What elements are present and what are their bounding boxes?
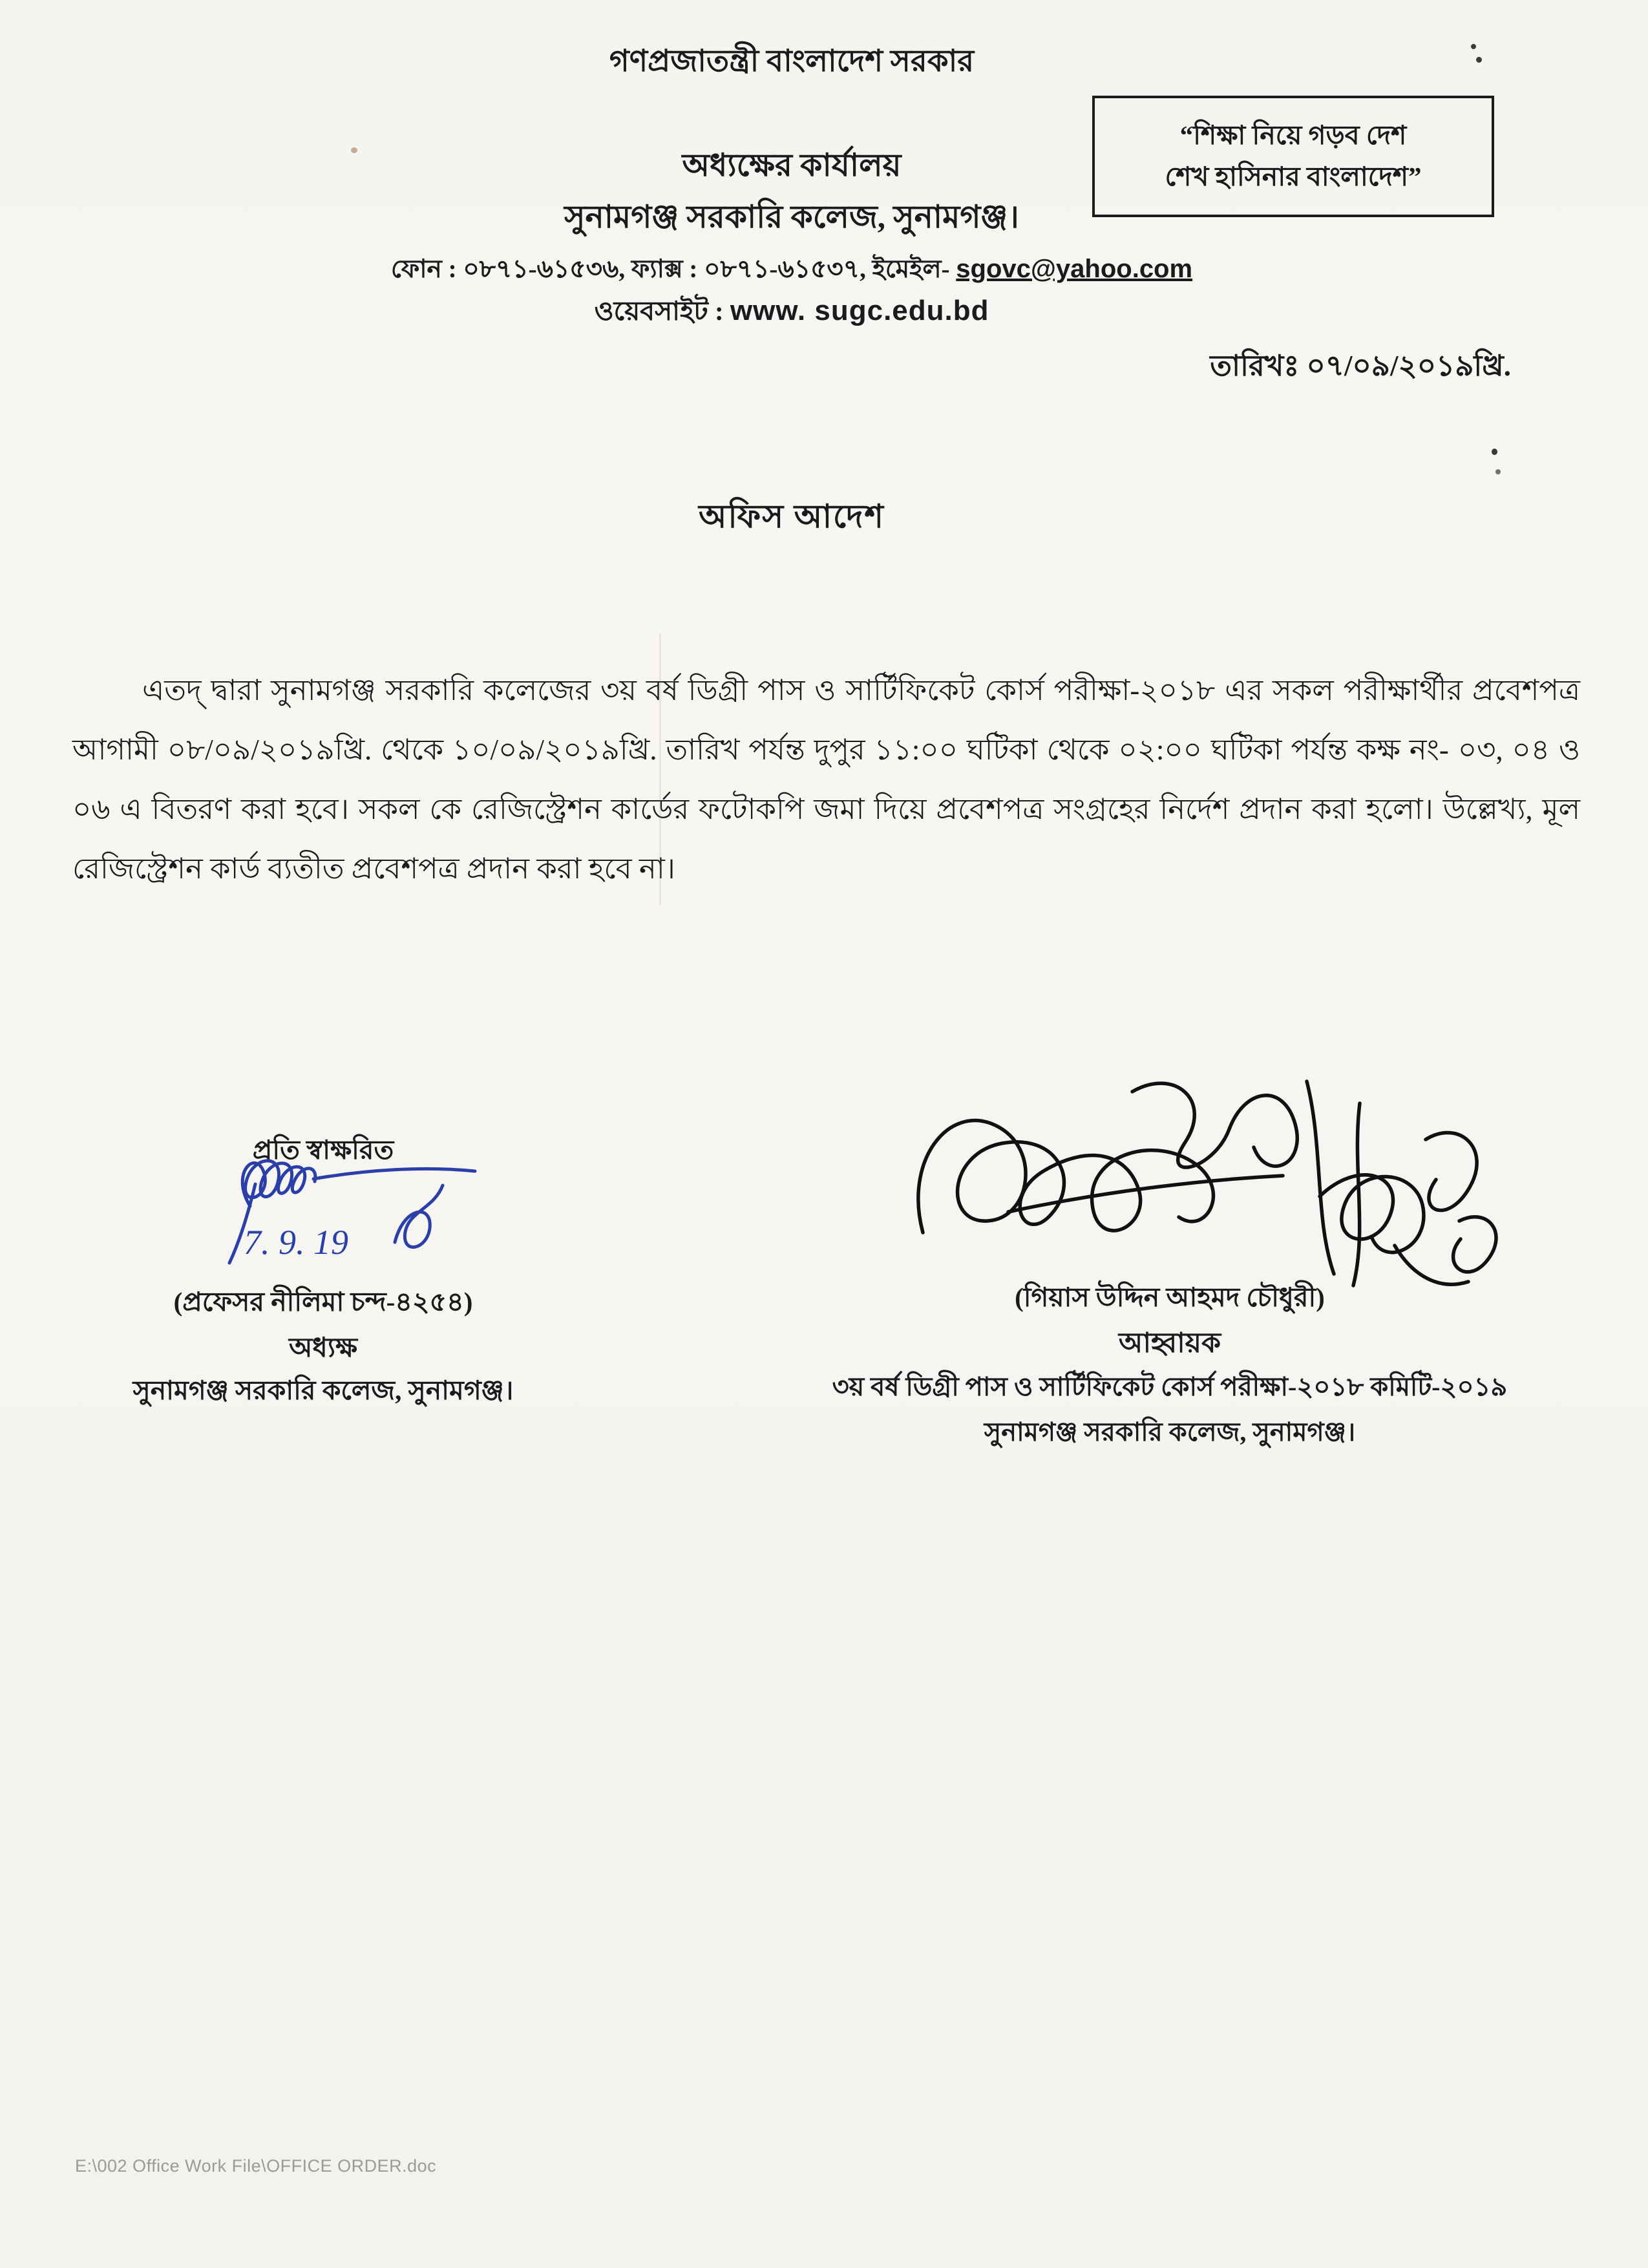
scan-crease bbox=[659, 633, 661, 905]
date-line: তারিখঃ ০৭/০৯/২০১৯খ্রি. bbox=[1210, 350, 1511, 382]
header-college-line: সুনামগঞ্জ সরকারি কলেজ, সুনামগঞ্জ। bbox=[564, 199, 1019, 235]
signatory-designation: আহ্বায়ক bbox=[1118, 1328, 1221, 1359]
convener-signature-ink bbox=[905, 1063, 1519, 1312]
phone-fax-email-label: ফোন : ০৮৭১-৬১৫৩৬, ফ্যাক্স : ০৮৭১-৬১৫৩৭, ইমেইল- bbox=[390, 255, 956, 283]
slogan-line-1: “শিক্ষা নিয়ে গড়ব দেশ bbox=[1179, 120, 1407, 151]
countersignatory-name: (প্রফেসর নীলিমা চন্দ-৪২৫৪) bbox=[173, 1287, 473, 1317]
header-contact-line bbox=[29, 249, 1554, 291]
scan-speck bbox=[1495, 469, 1501, 474]
signatory-name: (গিয়াস উদ্দিন আহমদ চৌধুরী) bbox=[1015, 1282, 1325, 1312]
body-paragraph: এতদ্ দ্বারা সুনামগঞ্জ সরকারি কলেজের ৩য় বর্ষ ডিগ্রী পাস ও সার্টিফিকেট কোর্স পরীক্ষা-২০১৮ এর সকল পরীক্ষার্থীর প্রবেশপত্র আগামী ০৮/০৯/২০১৯খ্রি. থেকে ১০/০৯/২০১৯খ্রি. তারিখ পর্যন্ত দুপুর ১১:০০ ঘটিকা থেকে ০২:০০ ঘটিকা পর্যন্ত কক্ষ নং- ০৩, ০৪ ও ০৬ এ বিতরণ করা হবে। সকল কে রেজিস্ট্রেশন কার্ডের ফটোকপি জমা দিয়ে প্রবেশপত্র সংগ্রহের নির্দেশ প্রদান করা হলো। উল্লেখ্য, মূল রেজিস্ট্রেশন কার্ড ব্যতীত প্রবেশপত্র প্রদান করা হবে না। bbox=[72, 674, 1580, 885]
website-url: www. sugc.edu.bd bbox=[730, 295, 989, 326]
slogan-box bbox=[1092, 96, 1494, 217]
countersign-label: প্রতি স্বাক্ষরিত bbox=[252, 1135, 394, 1165]
countersignatory-organization: সুনামগঞ্জ সরকারি কলেজ, সুনামগঞ্জ। bbox=[132, 1375, 514, 1405]
header-government-line: গণপ্রজাতন্ত্রী বাংলাদেশ সরকার bbox=[609, 45, 975, 78]
email-address: sgovc@yahoo.com bbox=[956, 255, 1193, 283]
countersignatory-designation: অধ্যক্ষ bbox=[288, 1333, 358, 1363]
scan-speck bbox=[1492, 449, 1497, 455]
website-label: ওয়েবসাইট : bbox=[594, 296, 730, 326]
scan-speck bbox=[1471, 44, 1476, 49]
page-title: অফিস আদেশ bbox=[699, 498, 885, 535]
slogan-line-2: শেখ হাসিনার বাংলাদেশ” bbox=[1165, 162, 1422, 191]
scan-speck bbox=[351, 147, 357, 153]
handwritten-date: 7. 9. 19 bbox=[244, 1223, 348, 1262]
scan-speck bbox=[1476, 57, 1482, 63]
signatory-organization: সুনামগঞ্জ সরকারি কলেজ, সুনামগঞ্জ। bbox=[984, 1417, 1356, 1447]
footer-file-path: E:\002 Office Work File\OFFICE ORDER.doc bbox=[75, 2156, 437, 2176]
header-website-line bbox=[29, 291, 1554, 335]
signatory-committee: ৩য় বর্ষ ডিগ্রী পাস ও সার্টিফিকেট কোর্স পরীক্ষা-২০১৮ কমিটি-২০১৯ bbox=[832, 1372, 1508, 1401]
header-office-line: অধ্যক্ষের কার্যালয় bbox=[682, 147, 902, 183]
